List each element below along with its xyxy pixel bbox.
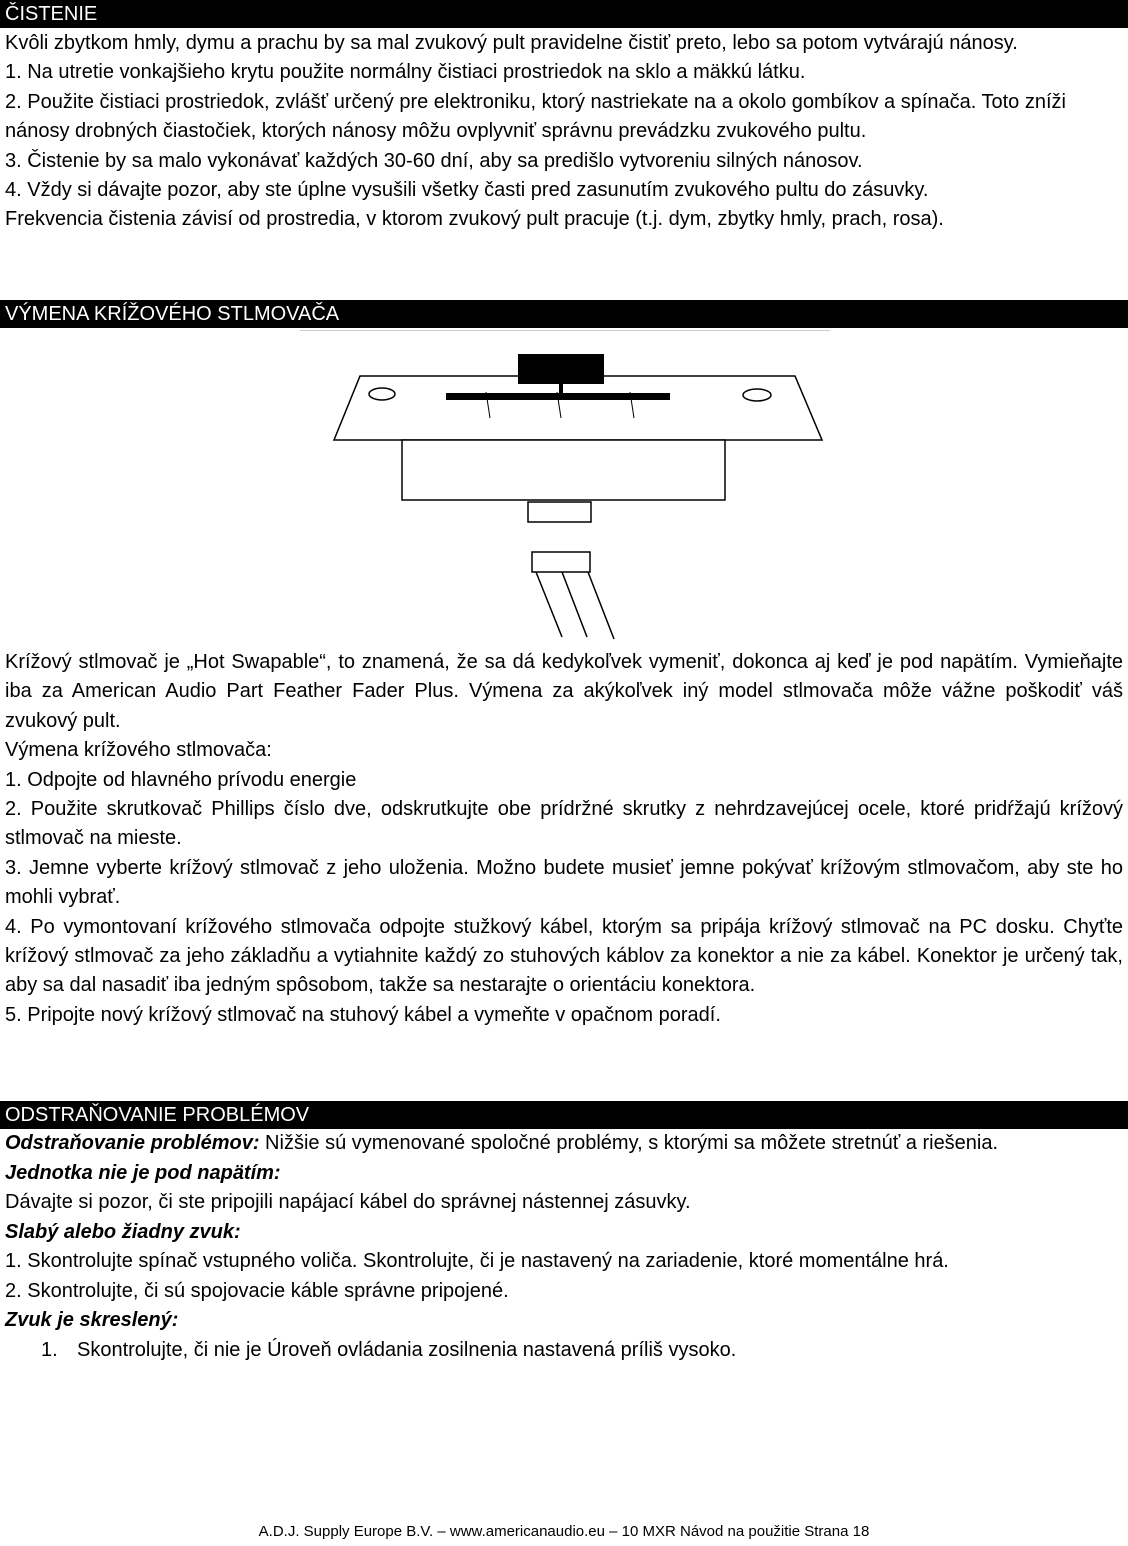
cleaning-intro: Kvôli zbytkom hmly, dymu a prachu by sa mal zvukový pult pravidelne čistiť preto, lebo sa potom vytvárajú nánosy. <box>5 32 1018 54</box>
ribbon-wire-2 <box>562 572 587 637</box>
cleaning-item-2: 2. Použite čistiaci prostriedok, zvlášť určený pre elektroniku, ktorý nastriekate na a okolo gombíkov a spínača. Toto zníži nánosy drobných čiastočiek, ktorých nánosy môžu ovplyvniť správnu prevádzku zvukového pultu. <box>5 90 1066 143</box>
problem-distorted-item-number: 1. <box>41 1338 58 1361</box>
section-cleaning-title: ČISTENIE <box>0 0 1128 28</box>
ribbon-wire-3 <box>588 572 614 639</box>
crossfader-diagram <box>300 330 830 642</box>
troubleshooting-lead <box>5 1129 1123 1159</box>
crossfader-step-2: 2. Použite skrutkovač Phillips číslo dve, odskrutkujte obe prídržné skrutky z nehrdzavejúcej ocele, ktoré pridŕžajú krížový stlmovač na mieste. <box>5 798 1123 850</box>
problem-no-power-line-1: Dávajte si pozor, či ste pripojili napájací kábel do správnej nástennej zásuvky. <box>5 1191 691 1213</box>
problem-distorted-item-1 <box>5 1336 1123 1366</box>
fader-slot <box>446 393 670 400</box>
ribbon-plug <box>532 552 590 572</box>
crossfader-step-5: 5. Pripojte nový krížový stlmovač na stuhový kábel a vymeňte v opačnom poradí. <box>5 1003 721 1026</box>
fader-knob <box>518 354 604 384</box>
problem-no-sound-line-1: 1. Skontrolujte spínač vstupného voliča. Skontrolujte, či je nastavený na zariadenie, ktoré momentálne hrá. <box>5 1250 949 1272</box>
problem-no-sound-line-2: 2. Skontrolujte, či sú spojovacie káble správne pripojené. <box>5 1279 509 1302</box>
crossfader-subhead: Výmena krížového stlmovača: <box>5 739 272 762</box>
cleaning-item-1: 1. Na utretie vonkajšieho krytu použite normálny čistiaci prostriedok na sklo a mäkkú látku. <box>5 61 806 84</box>
fader-plate <box>334 376 822 440</box>
fader-knob-stem <box>559 380 563 396</box>
page-footer: A.D.J. Supply Europe B.V. – www.americanaudio.eu – 10 MXR Návod na použitie Strana 18 <box>258 1523 870 1540</box>
fader-connector <box>528 502 591 522</box>
fader-body <box>402 440 725 500</box>
crossfader-intro: Krížový stlmovač je „Hot Swapable“, to znamená, že sa dá kedykoľvek vymeniť, dokonca aj keď je pod napätím. Vymieňajte iba za American Audio Part Feather Fader Plus. Výmena za akýkoľvek iný model stlmovača môže vážne poškodiť váš zvukový pult. <box>5 651 1123 732</box>
cleaning-item-3: 3. Čistenie by sa malo vykonávať každých 30-60 dní, aby sa predišlo vytvoreniu silných nánosov. <box>5 149 863 172</box>
section-troubleshooting-title: ODSTRAŇOVANIE PROBLÉMOV <box>0 1101 1128 1129</box>
cleaning-note: Frekvencia čistenia závisí od prostredia, v ktorom zvukový pult pracuje (t.j. dym, zbytky hmly, prach, rosa). <box>5 208 944 231</box>
section-crossfader-title: VÝMENA KRÍŽOVÉHO STLMOVAČA <box>0 300 1128 328</box>
problem-heading-distorted: Zvuk je skreslený: <box>5 1309 179 1331</box>
problem-heading-no-power: Jednotka nie je pod napätím: <box>5 1161 281 1184</box>
troubleshooting-lead-text: Nižšie sú vymenované spoločné problémy, s ktorými sa môžete stretnúť a riešenia. <box>259 1132 999 1154</box>
section-crossfader-body <box>5 648 1123 1030</box>
section-cleaning-body <box>5 29 1123 235</box>
problem-heading-no-sound: Slabý alebo žiadny zvuk: <box>5 1220 241 1243</box>
cleaning-item-4: 4. Vždy si dávajte pozor, aby ste úplne vysušili všetky časti pred zasunutím zvukového pultu do zásuvky. <box>5 179 929 202</box>
ribbon-wire-1 <box>536 572 562 637</box>
troubleshooting-lead-label: Odstraňovanie problémov: <box>5 1132 260 1154</box>
section-troubleshooting-body <box>5 1129 1123 1365</box>
crossfader-step-3: 3. Jemne vyberte krížový stlmovač z jeho uloženia. Možno budete musieť jemne pokývať krížovým stlmovačom, aby ste ho mohli vybrať. <box>5 856 1123 909</box>
crossfader-step-4: 4. Po vymontovaní krížového stlmovača odpojte stužkový kábel, ktorým sa pripája krížový stlmovač na PC dosku. Chyťte krížový stlmovač za jeho základňu a vytiahnite každý zo stuhových káblov za konektor a nie za kábel. Konektor je určený tak, aby sa dal nasadiť iba jedným spôsobom, takže sa nestarajte o orientáciu konektora. <box>5 915 1123 997</box>
crossfader-step-1: 1. Odpojte od hlavného prívodu energie <box>5 768 357 791</box>
problem-distorted-item-text: Skontrolujte, či nie je Úroveň ovládania zosilnenia nastavená príliš vysoko. <box>77 1338 737 1361</box>
